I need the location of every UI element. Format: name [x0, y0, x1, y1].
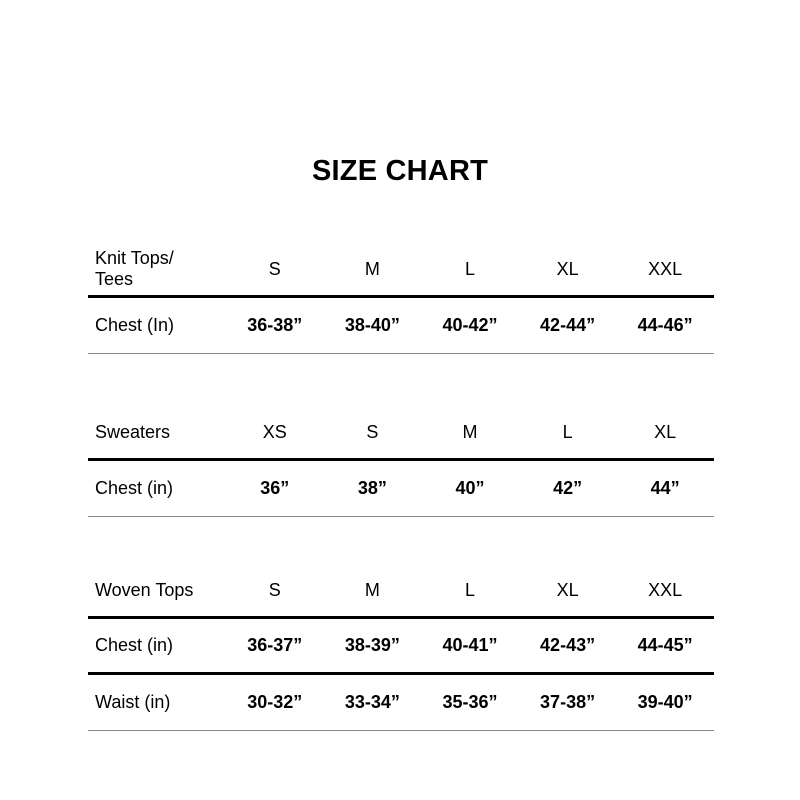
- size-header: M: [364, 258, 380, 279]
- size-header: L: [562, 421, 573, 442]
- table-row: [88, 461, 714, 517]
- measurement-value: 37-38”: [540, 692, 596, 712]
- measurement-value: 30-32”: [247, 692, 303, 712]
- category-heading: Sweaters: [95, 421, 171, 442]
- table-row: [88, 619, 714, 675]
- size-header: S: [268, 579, 281, 600]
- measurement-value: 42-43”: [540, 635, 596, 655]
- measurement-label: Waist (in): [95, 692, 171, 712]
- measurement-value: 33-34”: [344, 692, 400, 712]
- measurement-value: 36-37”: [247, 635, 303, 655]
- category-heading: Woven Tops: [95, 579, 194, 600]
- size-header: L: [464, 579, 475, 600]
- category-heading: [88, 248, 226, 290]
- measurement-label: Chest (in): [95, 478, 174, 498]
- measurement-value: 40”: [455, 478, 485, 498]
- page-title: SIZE CHART: [312, 155, 488, 187]
- measurement-value: 38-40”: [344, 315, 400, 335]
- measurement-value: 36-38”: [247, 315, 303, 335]
- category-heading-line1: Knit Tops/: [95, 248, 174, 268]
- table-row: [88, 298, 714, 354]
- table-header-row: [88, 243, 714, 298]
- size-header: M: [462, 421, 478, 442]
- size-header: XL: [654, 421, 677, 442]
- size-header: XXL: [648, 579, 683, 600]
- measurement-value: 39-40”: [637, 692, 693, 712]
- sweaters-table: [88, 406, 714, 517]
- size-header: XL: [556, 579, 579, 600]
- measurement-label: Chest (In): [95, 315, 175, 335]
- table-header-row: [88, 406, 714, 461]
- size-header: XL: [556, 258, 579, 279]
- measurement-value: 44”: [650, 478, 680, 498]
- measurement-value: 38-39”: [344, 635, 400, 655]
- table-header-row: [88, 564, 714, 619]
- size-header: S: [366, 421, 379, 442]
- measurement-value: 42”: [553, 478, 583, 498]
- measurement-label: Chest (in): [95, 635, 174, 655]
- measurement-value: 40-42”: [442, 315, 498, 335]
- measurement-value: 44-45”: [637, 635, 693, 655]
- measurement-value: 40-41”: [442, 635, 498, 655]
- measurement-value: 38”: [357, 478, 387, 498]
- size-header: L: [464, 258, 475, 279]
- woven-tops-table: [88, 564, 714, 731]
- table-row: [88, 675, 714, 731]
- size-header: XXL: [648, 258, 683, 279]
- size-header: XS: [262, 421, 287, 442]
- measurement-value: 36”: [260, 478, 290, 498]
- category-heading-line2: Tees: [95, 269, 134, 289]
- size-header: S: [268, 258, 281, 279]
- measurement-value: 44-46”: [637, 315, 693, 335]
- size-header: M: [364, 579, 380, 600]
- measurement-value: 42-44”: [540, 315, 596, 335]
- measurement-value: 35-36”: [442, 692, 498, 712]
- knit-tops-table: [88, 243, 714, 354]
